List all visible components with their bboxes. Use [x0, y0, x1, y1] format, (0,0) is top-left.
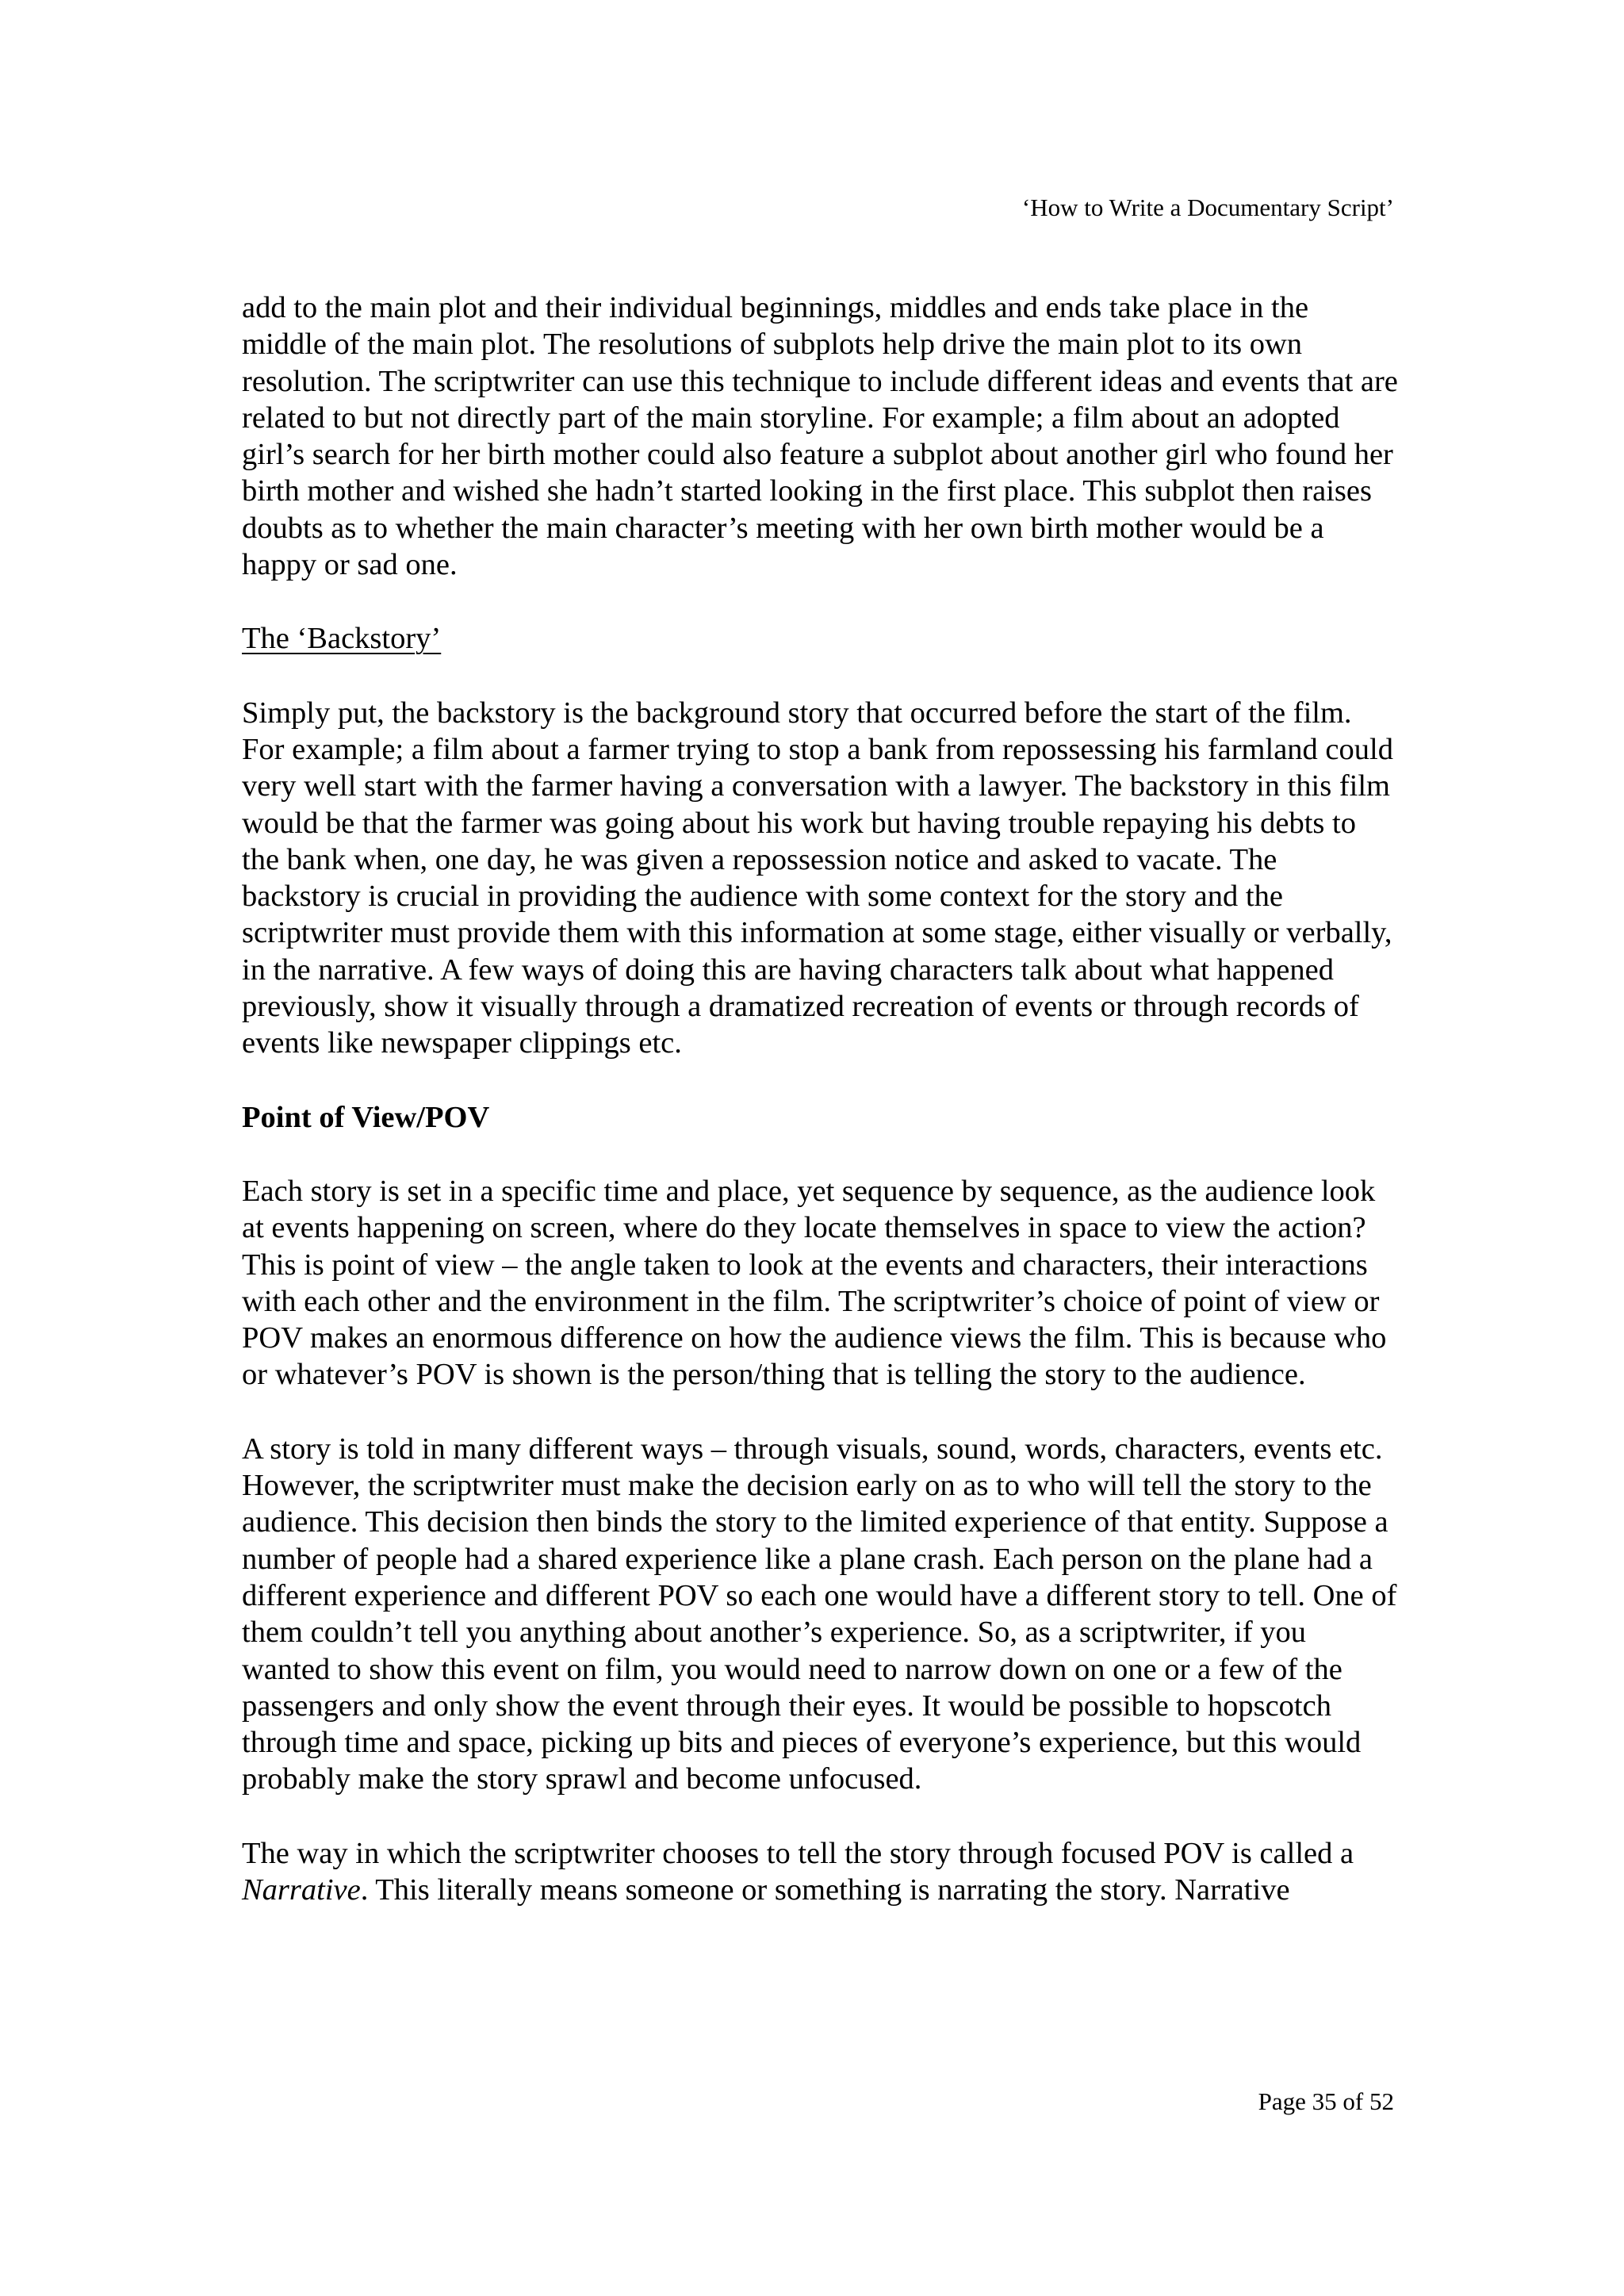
- narrative-text-after: . This literally means someone or something is narrating the story. Narrative: [360, 1872, 1290, 1907]
- paragraph-subplots: add to the main plot and their individual beginnings, middles and ends take place in the middle of the main plot. The resolutions of subplots help drive the main plot to its own resolution. The scriptwriter can use this technique to include different ideas and events that are related to but not directly part of the main storyline. For example; a film about an adopted girl’s search for her birth mother could also feature a subplot about another girl who found her birth mother and wished she hadn’t started looking in the first place. This subplot then raises doubts as to whether the main character’s meeting with her own birth mother would be a happy or sad one.: [242, 291, 1398, 582]
- running-header: ‘How to Write a Documentary Script’: [1021, 194, 1394, 221]
- section-heading-backstory: [242, 620, 1400, 657]
- paragraph-backstory: Simply put, the backstory is the background story that occurred before the start of the film. For example; a film about a farmer trying to stop a bank from repossessing his farmland could very well start with the farmer having a conversation with a lawyer. The backstory in this film would be that the farmer was going about his work but having trouble repaying his debts to the bank when, one day, he was given a repossession notice and asked to vacate. The backstory is crucial in providing the audience with some context for the story and the scriptwriter must provide them with this information at some stage, either visually or verbally, in the narrative. A few ways of doing this are having characters talk about what happened previously, show it visually through a dramatized recreation of events or through records of events like newspaper clippings etc.: [242, 696, 1393, 1060]
- backstory-heading-text: The ‘Backstory’: [242, 622, 442, 656]
- paragraph-pov-intro: Each story is set in a specific time and place, yet sequence by sequence, as the audience look at events happening on screen, where do they locate themselves in space to view the action? This is point of view – the angle taken to look at the events and characters, their interactions with each other and the environment in the film. The scriptwriter’s choice of point of view or POV makes an enormous difference on how the audience views the film. This is because who or whatever’s POV is shown is the person/thing that is telling the story to the audience.: [242, 1174, 1387, 1392]
- section-heading-pov: Point of View/POV: [242, 1100, 490, 1134]
- paragraph-pov-story: A story is told in many different ways – through visuals, sound, words, characters, events etc. However, the scriptwriter must make the decision early on as to who will tell the story to the audience. This decision then binds the story to the limited experience of that entity. Suppose a number of people had a shared experience like a plane crash. Each person on the plane had a different experience and different POV so each one would have a different story to tell. One of them couldn’t tell you anything about another’s experience. So, as a scriptwriter, if you wanted to show this event on film, you would need to narrow down on one or a few of the passengers and only show the event through their eyes. It would be possible to hopscotch through time and space, picking up bits and pieces of everyone’s experience, but this would probably make the story sprawl and become unfocused.: [242, 1432, 1397, 1796]
- paragraph-narrative: [242, 1835, 1400, 1909]
- narrative-text-before: The way in which the scriptwriter chooses to tell the story through focused POV is called a: [242, 1836, 1354, 1870]
- page-number: Page 35 of 52: [1258, 2087, 1394, 2115]
- page-content: [242, 289, 1400, 1945]
- narrative-term: Narrative: [242, 1872, 361, 1907]
